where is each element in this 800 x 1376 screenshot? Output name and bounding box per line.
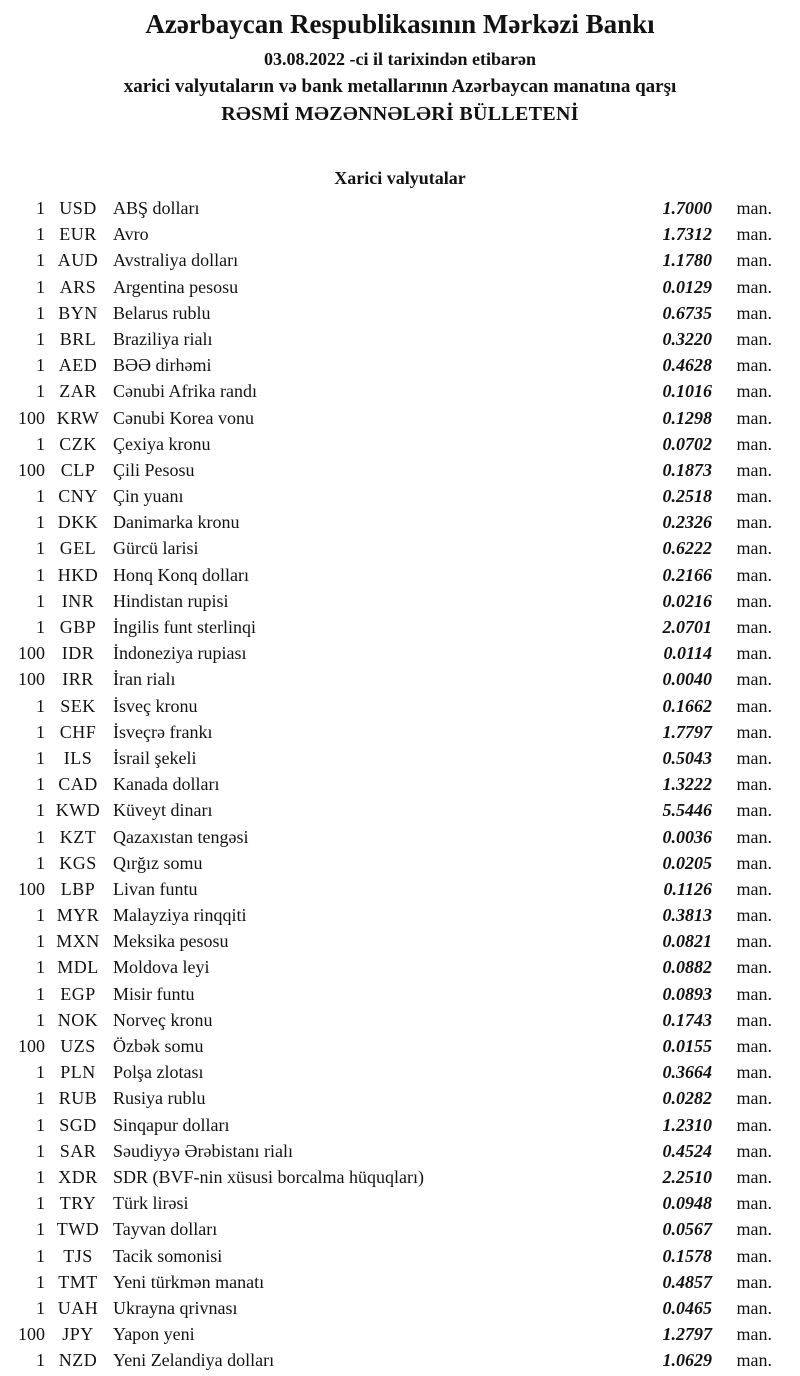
currency-name: Cənubi Korea vonu xyxy=(113,407,254,428)
unit-label: man. xyxy=(736,852,772,873)
table-row xyxy=(0,1243,800,1269)
currency-code: MXN xyxy=(56,931,100,952)
rate-value: 0.1298 xyxy=(662,407,712,428)
unit-label: man. xyxy=(736,512,772,533)
rate-value: 0.0205 xyxy=(662,852,712,873)
quantity-cell: 1 xyxy=(36,721,45,742)
currency-code: UZS xyxy=(60,1036,96,1056)
quantity-cell: 1 xyxy=(36,1088,45,1109)
currency-code: CZK xyxy=(59,433,97,454)
rate-value: 1.1780 xyxy=(662,250,712,271)
currency-code: GEL xyxy=(59,538,97,559)
quantity-cell: 1 xyxy=(36,224,45,245)
quantity-cell: 1 xyxy=(36,1166,45,1187)
currency-code: DKK xyxy=(57,512,99,533)
unit-label: man. xyxy=(736,328,772,349)
table-row xyxy=(0,535,800,561)
quantity-cell: 1 xyxy=(36,328,45,349)
quantity-cell: 1 xyxy=(36,852,45,873)
rate-value: 1.3222 xyxy=(662,774,712,795)
rate-value: 0.0948 xyxy=(662,1193,712,1214)
currency-code: EUR xyxy=(59,224,97,245)
rate-value: 1.0629 xyxy=(662,1350,712,1371)
exchange-rates-table xyxy=(0,195,800,1373)
table-row xyxy=(0,666,800,692)
currency-name: Səudiyyə Ərəbistanı rialı xyxy=(113,1140,293,1161)
rate-value: 0.2166 xyxy=(662,564,712,585)
table-row xyxy=(0,352,800,378)
unit-label: man. xyxy=(736,669,772,690)
table-row xyxy=(0,378,800,404)
currency-name: Yeni Zelandiya dolları xyxy=(113,1350,275,1371)
rate-value: 0.0114 xyxy=(663,643,712,664)
quantity-cell: 1 xyxy=(36,1219,45,1240)
currency-name: Özbək somu xyxy=(113,1036,204,1056)
table-row xyxy=(0,1112,800,1138)
unit-label: man. xyxy=(736,1062,772,1083)
currency-code: TRY xyxy=(59,1193,97,1214)
quantity-cell: 1 xyxy=(36,276,45,297)
currency-code: KWD xyxy=(55,800,101,821)
currency-name: ABŞ dolları xyxy=(113,198,200,218)
table-row xyxy=(0,1007,800,1033)
currency-code: SAR xyxy=(59,1140,97,1161)
table-row xyxy=(0,1321,800,1347)
quantity-cell: 1 xyxy=(36,590,45,611)
table-row xyxy=(0,247,800,273)
currency-code: MYR xyxy=(56,905,100,926)
unit-label: man. xyxy=(736,878,772,899)
currency-code: ILS xyxy=(63,747,93,768)
currency-name: İndoneziya rupiası xyxy=(113,643,247,664)
quantity-cell: 1 xyxy=(36,1114,45,1135)
rate-value: 0.3664 xyxy=(662,1062,712,1083)
unit-label: man. xyxy=(736,617,772,637)
currency-name: Hindistan rupisi xyxy=(113,590,229,611)
currency-code: LBP xyxy=(60,878,96,899)
rate-value: 0.4628 xyxy=(662,355,712,376)
currency-name: İsrail şekeli xyxy=(113,747,197,768)
quantity-cell: 1 xyxy=(36,695,45,716)
currency-code: UAH xyxy=(57,1297,99,1318)
table-row xyxy=(0,1033,800,1059)
bank-name-title: Azərbaycan Respublikasının Mərkəzi Bankı xyxy=(145,9,655,39)
rate-value: 0.0282 xyxy=(662,1088,712,1109)
table-row xyxy=(0,431,800,457)
unit-label: man. xyxy=(736,1114,772,1135)
currency-name: Honq Konq dolları xyxy=(113,564,249,585)
unit-label: man. xyxy=(736,459,772,480)
quantity-cell: 100 xyxy=(18,1324,45,1345)
table-row xyxy=(0,1164,800,1190)
quantity-cell: 1 xyxy=(36,512,45,533)
currency-code: BRL xyxy=(59,328,97,349)
unit-label: man. xyxy=(736,983,772,1004)
currency-code: TWD xyxy=(56,1219,100,1240)
currency-code: BYN xyxy=(58,302,98,323)
quantity-cell: 1 xyxy=(36,355,45,376)
unit-label: man. xyxy=(736,1166,772,1187)
quantity-cell: 1 xyxy=(36,1193,45,1214)
currency-name: Çili Pesosu xyxy=(113,459,195,480)
currency-code: AED xyxy=(58,355,98,376)
currency-name: Rusiya rublu xyxy=(113,1088,206,1109)
quantity-cell: 1 xyxy=(36,617,45,637)
unit-label: man. xyxy=(736,590,772,611)
effective-date-line: 03.08.2022 -ci il tarixindən etibarən xyxy=(264,49,536,69)
quantity-cell: 1 xyxy=(36,486,45,507)
table-row xyxy=(0,902,800,928)
currency-code: KRW xyxy=(56,407,100,428)
quantity-cell: 1 xyxy=(36,433,45,454)
unit-label: man. xyxy=(736,224,772,245)
rate-value: 0.4524 xyxy=(662,1140,712,1161)
table-row xyxy=(0,326,800,352)
currency-name: Küveyt dinarı xyxy=(113,800,213,821)
quantity-cell: 1 xyxy=(36,1009,45,1030)
quantity-cell: 1 xyxy=(36,564,45,585)
unit-label: man. xyxy=(736,1009,772,1030)
table-row xyxy=(0,850,800,876)
unit-label: man. xyxy=(736,905,772,926)
unit-label: man. xyxy=(736,433,772,454)
quantity-cell: 1 xyxy=(36,931,45,952)
table-row xyxy=(0,221,800,247)
unit-label: man. xyxy=(736,1088,772,1109)
unit-label: man. xyxy=(736,695,772,716)
unit-label: man. xyxy=(736,1140,772,1161)
rate-value: 1.2797 xyxy=(662,1324,712,1345)
table-row xyxy=(0,1269,800,1295)
rate-value: 1.7000 xyxy=(662,198,712,218)
currency-name: Tayvan dolları xyxy=(113,1219,218,1240)
unit-label: man. xyxy=(736,564,772,585)
rate-value: 1.2310 xyxy=(662,1114,712,1135)
table-row xyxy=(0,195,800,221)
unit-label: man. xyxy=(736,747,772,768)
rate-value: 0.2326 xyxy=(662,512,712,533)
rate-value: 0.1126 xyxy=(663,878,712,899)
rate-value: 0.5043 xyxy=(662,747,712,768)
rate-value: 0.0465 xyxy=(662,1297,712,1318)
rate-value: 0.0893 xyxy=(662,983,712,1004)
currency-code: TJS xyxy=(63,1245,93,1266)
section-title-foreign-currencies: Xarici valyutalar xyxy=(334,168,466,188)
table-row xyxy=(0,1085,800,1111)
quantity-cell: 100 xyxy=(18,669,45,690)
unit-label: man. xyxy=(736,1245,772,1266)
currency-name: Livan funtu xyxy=(113,878,198,899)
rate-value: 0.0702 xyxy=(662,433,712,454)
currency-code: AUD xyxy=(57,250,99,271)
rate-value: 5.5446 xyxy=(662,800,712,821)
currency-name: Moldova leyi xyxy=(113,957,210,978)
currency-code: RUB xyxy=(58,1088,98,1109)
table-row xyxy=(0,457,800,483)
currency-name: İsveçrə frankı xyxy=(113,721,213,742)
table-row xyxy=(0,274,800,300)
table-row xyxy=(0,405,800,431)
currency-name: Çin yuanı xyxy=(113,486,184,507)
currency-code: PLN xyxy=(60,1062,96,1083)
currency-name: Malayziya rinqqiti xyxy=(113,905,247,926)
rate-value: 0.0129 xyxy=(662,276,712,297)
currency-name: Qırğız somu xyxy=(113,852,203,873)
currency-name: Braziliya rialı xyxy=(113,328,213,349)
unit-label: man. xyxy=(736,721,772,742)
quantity-cell: 100 xyxy=(18,643,45,664)
table-row xyxy=(0,614,800,640)
currency-name: Cənubi Afrika randı xyxy=(113,381,257,402)
quantity-cell: 1 xyxy=(36,1062,45,1083)
rate-value: 0.0567 xyxy=(662,1219,712,1240)
rate-value: 0.3220 xyxy=(662,328,712,349)
rate-value: 0.1743 xyxy=(662,1009,712,1030)
currency-code: IRR xyxy=(62,669,94,690)
currency-code: SGD xyxy=(59,1114,97,1135)
bulletin-header xyxy=(0,0,800,126)
rate-value: 0.1016 xyxy=(662,381,712,402)
currency-name: BƏƏ dirhəmi xyxy=(113,355,212,376)
rate-value: 0.1578 xyxy=(662,1245,712,1266)
rate-value: 0.0882 xyxy=(662,957,712,978)
rate-value: 0.1873 xyxy=(662,459,712,480)
table-row xyxy=(0,876,800,902)
quantity-cell: 1 xyxy=(36,250,45,271)
unit-label: man. xyxy=(736,1036,772,1056)
table-row xyxy=(0,693,800,719)
quantity-cell: 100 xyxy=(18,459,45,480)
quantity-cell: 1 xyxy=(36,957,45,978)
unit-label: man. xyxy=(736,1271,772,1292)
currency-code: TMT xyxy=(58,1271,98,1292)
table-row xyxy=(0,588,800,614)
currency-name: Misir funtu xyxy=(113,983,195,1004)
unit-label: man. xyxy=(736,407,772,428)
rate-value: 0.0040 xyxy=(662,669,712,690)
currency-code: ARS xyxy=(59,276,97,297)
quantity-cell: 1 xyxy=(36,983,45,1004)
table-row xyxy=(0,1190,800,1216)
currency-name: Sinqapur dolları xyxy=(113,1114,230,1135)
quantity-cell: 1 xyxy=(36,1271,45,1292)
rate-value: 1.7312 xyxy=(662,224,712,245)
quantity-cell: 1 xyxy=(36,538,45,559)
table-row xyxy=(0,640,800,666)
currency-code: ZAR xyxy=(59,381,97,402)
currency-name: Norveç kronu xyxy=(113,1009,213,1030)
unit-label: man. xyxy=(736,1350,772,1371)
quantity-cell: 1 xyxy=(36,198,45,218)
currency-name: SDR (BVF-nin xüsusi borcalma hüquqları) xyxy=(113,1166,424,1187)
unit-label: man. xyxy=(736,355,772,376)
table-row xyxy=(0,562,800,588)
table-row xyxy=(0,483,800,509)
subject-line: xarici valyutaların və bank metallarının Azərbaycan manatına qarşı xyxy=(123,76,677,97)
rate-value: 0.1662 xyxy=(662,695,712,716)
currency-name: Meksika pesosu xyxy=(113,931,229,952)
currency-name: İsveç kronu xyxy=(113,695,198,716)
table-row xyxy=(0,1059,800,1085)
table-row xyxy=(0,1295,800,1321)
rate-value: 0.2518 xyxy=(662,486,712,507)
rate-value: 0.6735 xyxy=(662,302,712,323)
quantity-cell: 1 xyxy=(36,800,45,821)
rate-value: 2.2510 xyxy=(662,1166,712,1187)
unit-label: man. xyxy=(736,198,772,218)
unit-label: man. xyxy=(736,381,772,402)
unit-label: man. xyxy=(736,486,772,507)
rate-value: 0.3813 xyxy=(662,905,712,926)
currency-name: Yapon yeni xyxy=(113,1324,195,1345)
unit-label: man. xyxy=(736,1219,772,1240)
rate-value: 0.6222 xyxy=(662,538,712,559)
currency-code: CAD xyxy=(58,774,98,795)
currency-name: Gürcü larisi xyxy=(113,538,199,559)
currency-code: KZT xyxy=(59,826,97,847)
table-row xyxy=(0,928,800,954)
currency-name: Belarus rublu xyxy=(113,302,211,323)
quantity-cell: 100 xyxy=(18,407,45,428)
table-row xyxy=(0,1138,800,1164)
rate-value: 0.0216 xyxy=(662,590,712,611)
table-row xyxy=(0,771,800,797)
currency-name: Türk lirəsi xyxy=(113,1193,189,1214)
currency-code: EGP xyxy=(60,983,96,1004)
table-row xyxy=(0,719,800,745)
rate-value: 0.0155 xyxy=(662,1036,712,1056)
rate-value: 0.0821 xyxy=(662,931,712,952)
table-row xyxy=(0,981,800,1007)
quantity-cell: 1 xyxy=(36,826,45,847)
currency-name: Tacik somonisi xyxy=(113,1245,223,1266)
currency-name: Danimarka kronu xyxy=(113,512,240,533)
currency-code: SEK xyxy=(60,695,96,716)
currency-code: NOK xyxy=(57,1009,99,1030)
currency-name: İran rialı xyxy=(113,669,176,690)
currency-name: Polşa zlotası xyxy=(113,1062,204,1083)
table-row xyxy=(0,509,800,535)
currency-code: IDR xyxy=(61,643,95,664)
unit-label: man. xyxy=(736,1297,772,1318)
unit-label: man. xyxy=(736,1193,772,1214)
unit-label: man. xyxy=(736,302,772,323)
currency-name: Kanada dolları xyxy=(113,774,220,795)
currency-name: Avro xyxy=(113,224,149,245)
unit-label: man. xyxy=(736,250,772,271)
rate-value: 1.7797 xyxy=(662,721,712,742)
quantity-cell: 1 xyxy=(36,1350,45,1371)
currency-code: XDR xyxy=(58,1166,98,1187)
quantity-cell: 1 xyxy=(36,1297,45,1318)
currency-name: Qazaxıstan tengəsi xyxy=(113,826,249,847)
currency-code: CHF xyxy=(59,721,97,742)
unit-label: man. xyxy=(736,1324,772,1345)
currency-name: İngilis funt sterlinqi xyxy=(113,617,256,637)
currency-code: CNY xyxy=(58,486,98,507)
table-row xyxy=(0,1347,800,1373)
currency-code: MDL xyxy=(57,957,99,978)
currency-code: HKD xyxy=(57,564,99,585)
currency-code: KGS xyxy=(59,852,97,873)
quantity-cell: 1 xyxy=(36,302,45,323)
quantity-cell: 1 xyxy=(36,1245,45,1266)
table-row xyxy=(0,745,800,771)
currency-code: GBP xyxy=(59,617,97,637)
currency-name: Argentina pesosu xyxy=(113,276,239,297)
currency-name: Yeni türkmən manatı xyxy=(113,1271,265,1292)
quantity-cell: 1 xyxy=(36,381,45,402)
quantity-cell: 1 xyxy=(36,774,45,795)
table-row xyxy=(0,300,800,326)
quantity-cell: 100 xyxy=(18,878,45,899)
quantity-cell: 1 xyxy=(36,1140,45,1161)
currency-code: NZD xyxy=(58,1350,98,1371)
quantity-cell: 1 xyxy=(36,905,45,926)
currency-name: Avstraliya dolları xyxy=(113,250,239,271)
table-row xyxy=(0,954,800,980)
quantity-cell: 100 xyxy=(18,1036,45,1056)
table-row xyxy=(0,797,800,823)
unit-label: man. xyxy=(736,957,772,978)
rate-value: 0.0036 xyxy=(662,826,712,847)
table-row xyxy=(0,1216,800,1242)
unit-label: man. xyxy=(736,800,772,821)
currency-code: JPY xyxy=(62,1324,94,1345)
unit-label: man. xyxy=(736,276,772,297)
unit-label: man. xyxy=(736,643,772,664)
currency-name: Çexiya kronu xyxy=(113,433,211,454)
unit-label: man. xyxy=(736,826,772,847)
unit-label: man. xyxy=(736,931,772,952)
currency-name: Ukrayna qrivnası xyxy=(113,1297,238,1318)
quantity-cell: 1 xyxy=(36,747,45,768)
currency-code: USD xyxy=(59,198,97,218)
rate-value: 2.0701 xyxy=(662,617,712,637)
currency-code: INR xyxy=(61,590,95,611)
currency-code: CLP xyxy=(60,459,96,480)
unit-label: man. xyxy=(736,774,772,795)
rate-value: 0.4857 xyxy=(662,1271,712,1292)
bulletin-title: RƏSMİ MƏZƏNNƏLƏRİ BÜLLETENİ xyxy=(221,103,579,125)
unit-label: man. xyxy=(736,538,772,559)
table-row xyxy=(0,824,800,850)
